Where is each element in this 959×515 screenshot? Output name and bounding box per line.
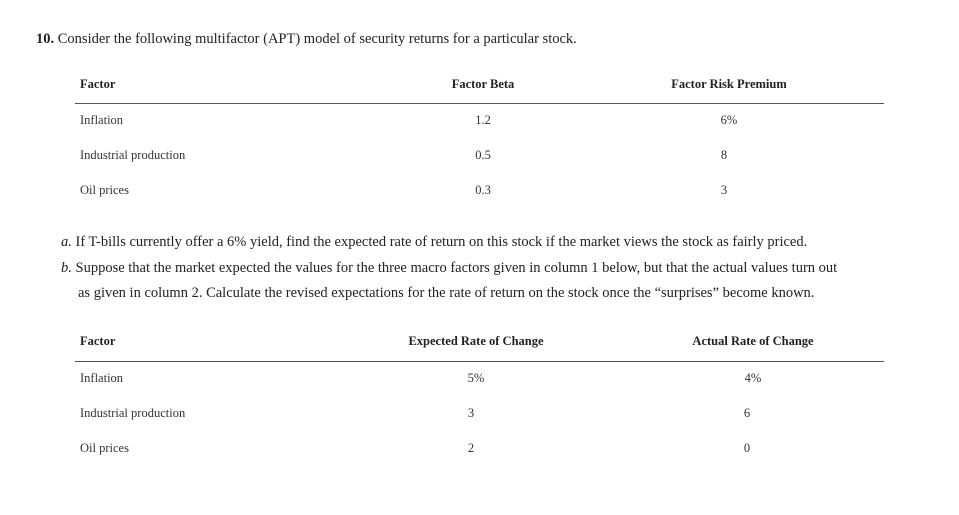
table2-cell-expected: 5%	[467, 371, 485, 385]
table1-cell-beta: 1.2	[475, 113, 491, 127]
table1-header-factor: Factor	[80, 77, 116, 91]
table1-cell-beta: 0.5	[475, 148, 491, 162]
table1-cell-premium: 8	[720, 148, 728, 162]
table2-cell-factor: Industrial production	[80, 406, 186, 420]
table1-cell-premium: 6%	[720, 113, 738, 127]
part-b-continuation: as given in column 2. Calculate the revised expectations for the rate of return on the stock once the “surprises” become known.	[78, 285, 815, 301]
table1-cell-factor: Inflation	[80, 113, 124, 127]
question-heading	[36, 31, 577, 48]
question-text: Consider the following multifactor (APT) model of security returns for a particular stock.	[57, 31, 577, 47]
part-b-text-line1: Suppose that the market expected the values for the three macro factors given in column 1 below, but that the actual values turn out	[75, 260, 838, 276]
table1-header-premium: Factor Risk Premium	[671, 77, 787, 91]
table2-cell-factor: Oil prices	[80, 441, 129, 455]
table2-header-rule	[75, 361, 884, 362]
table1-header-rule	[75, 103, 884, 104]
table1-cell-factor: Oil prices	[80, 183, 129, 197]
table2-cell-actual: 6	[743, 406, 751, 420]
part-b-label: b.	[61, 260, 72, 276]
part-b	[61, 256, 837, 281]
table2-cell-expected: 2	[467, 441, 475, 455]
table1-cell-beta: 0.3	[475, 183, 491, 197]
table2-header-expected: Expected Rate of Change	[408, 334, 544, 348]
table1-cell-factor: Industrial production	[80, 148, 186, 162]
table2-cell-expected: 3	[467, 406, 475, 420]
table2-header-factor: Factor	[80, 334, 116, 348]
table1-header-beta: Factor Beta	[451, 77, 515, 91]
table1-cell-premium: 3	[720, 183, 728, 197]
part-a-text: If T-bills currently offer a 6% yield, find the expected rate of return on this stock if the market views the stock as fairly priced.	[75, 234, 808, 250]
table2-cell-actual: 0	[743, 441, 751, 455]
question-number: 10.	[36, 31, 55, 47]
part-a	[61, 230, 807, 255]
part-a-label: a.	[61, 234, 72, 250]
table2-cell-actual: 4%	[744, 371, 762, 385]
table2-cell-factor: Inflation	[80, 371, 124, 385]
table2-header-actual: Actual Rate of Change	[692, 334, 814, 348]
